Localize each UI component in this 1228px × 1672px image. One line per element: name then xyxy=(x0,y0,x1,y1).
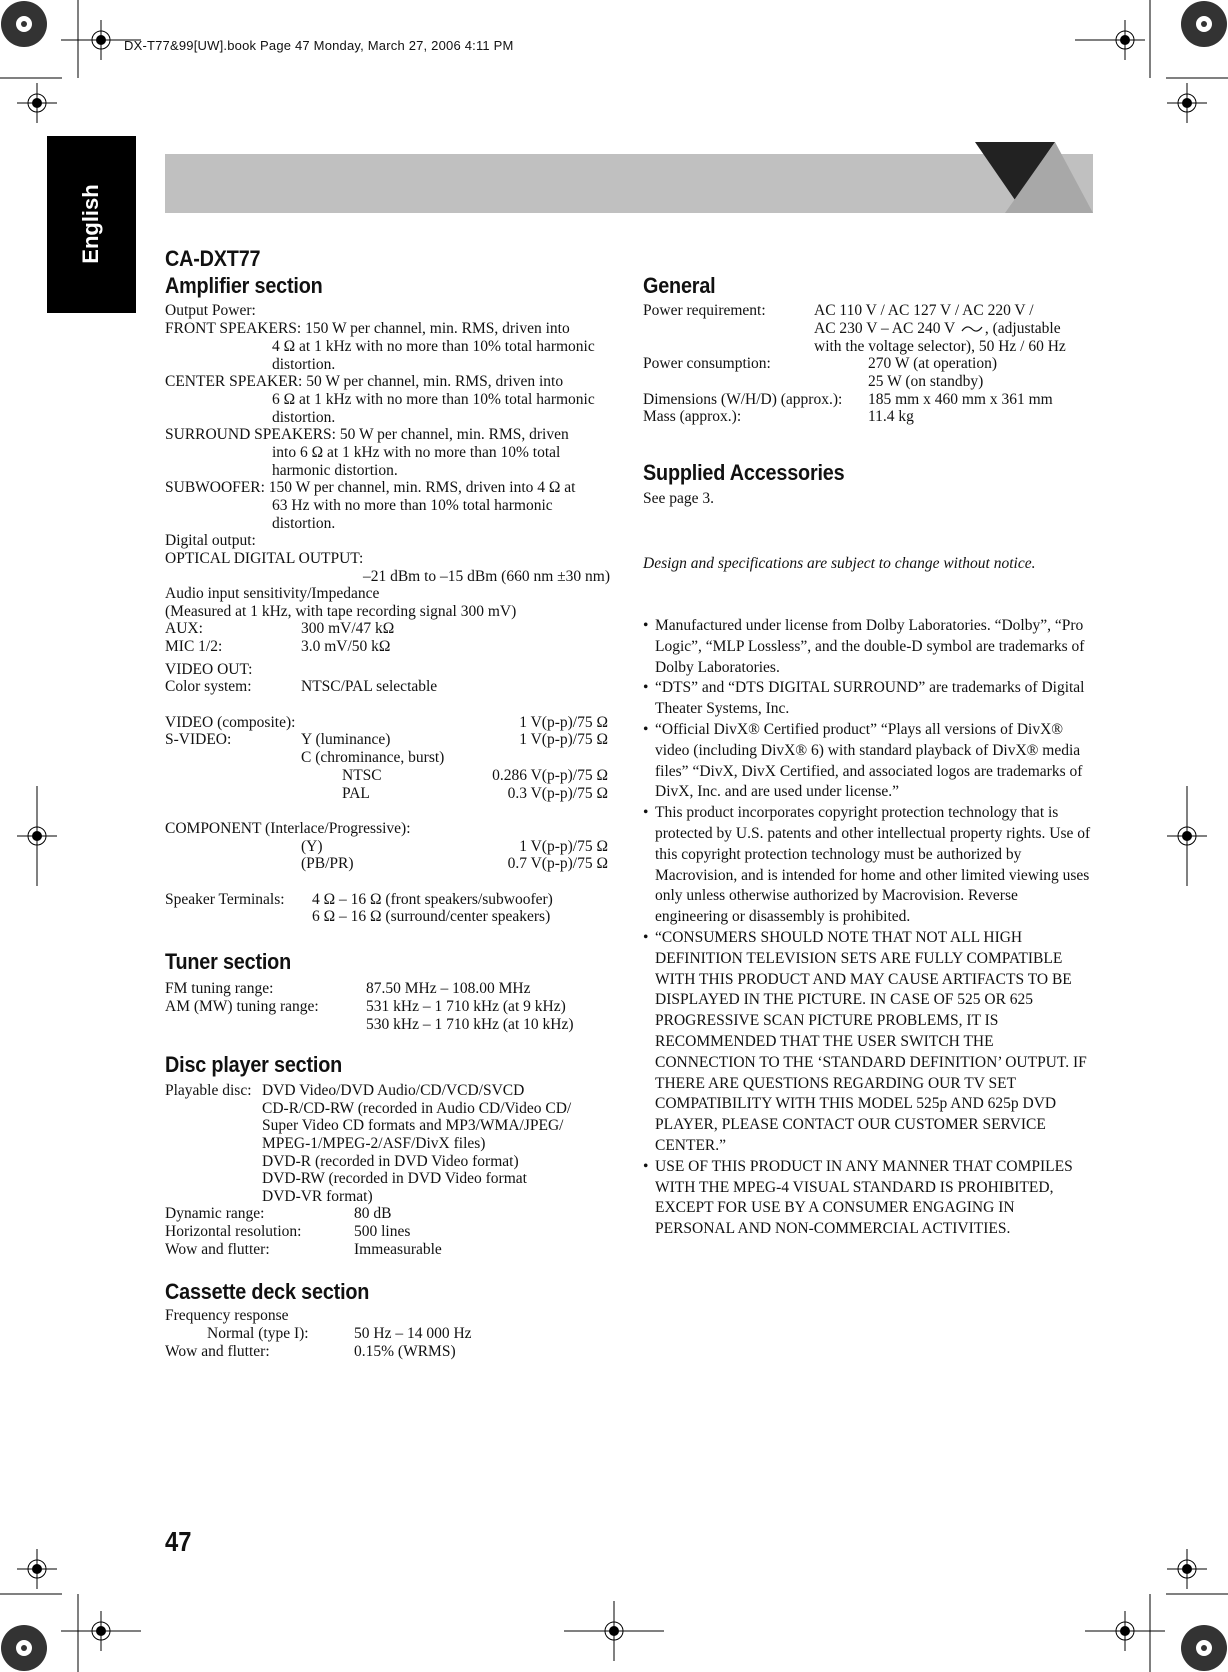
spec-label: Speaker Terminals: xyxy=(165,891,285,908)
spec-value: 87.50 MHz – 108.00 MHz xyxy=(366,980,531,997)
spec-line: Audio input sensitivity/Impedance xyxy=(165,585,380,602)
spec-label: C (chrominance, burst) xyxy=(301,749,445,766)
list-item: • This product incorporates copyright protection technology that is protected by U.S. patents and other intellectual property rights. Use of this copyright protection technology must be authorized by Macrovision, and is intended for home and other limited viewing uses only unless otherwise authorized by Macrovision. Reverse engineering or disassembly is prohibited. xyxy=(643,803,1093,928)
spec-value: 185 mm x 460 mm x 361 mm xyxy=(868,391,1053,408)
spec-value: 300 mV/47 kΩ xyxy=(301,620,395,637)
list-item: • “Official DivX® Certified product” “Plays all versions of DivX® video (including DivX® 6) with standard playback of DivX® media files” “DivX, DivX Certified, and associated logos are trademarks of DivX, Inc. and are used under license.” xyxy=(643,720,1093,803)
spec-value: 50 Hz – 14 000 Hz xyxy=(354,1325,472,1342)
spec-value: 0.7 V(p-p)/75 Ω xyxy=(507,855,608,872)
spec-value-part: , (adjustable xyxy=(984,320,1061,337)
spec-value: 0.15% (WRMS) xyxy=(354,1343,456,1360)
spec-label: Power consumption: xyxy=(643,355,771,372)
spec-line: COMPONENT (Interlace/Progressive): xyxy=(165,820,411,837)
spec-line: SURROUND SPEAKERS: 50 W per channel, min. RMS, driven xyxy=(165,426,569,443)
spec-line: harmonic distortion. xyxy=(272,462,398,479)
spec-value: 80 dB xyxy=(354,1205,392,1222)
model-title: CA-DXT77 xyxy=(165,246,261,271)
spec-label: Normal (type I): xyxy=(207,1325,309,1342)
spec-value: 1 V(p-p)/75 Ω xyxy=(519,714,608,731)
spec-value: 530 kHz – 1 710 kHz (at 10 kHz) xyxy=(366,1016,574,1033)
spec-value: DVD-R (recorded in DVD Video format) xyxy=(262,1153,519,1170)
spec-label: Horizontal resolution: xyxy=(165,1223,302,1240)
spec-value: 0.286 V(p-p)/75 Ω xyxy=(492,767,608,784)
spec-line: 6 Ω at 1 kHz with no more than 10% total harmonic xyxy=(272,391,595,408)
spec-label: MIC 1/2: xyxy=(165,638,223,655)
spec-label: (PB/PR) xyxy=(301,855,354,872)
spec-value: 4 Ω – 16 Ω (front speakers/subwoofer) xyxy=(312,891,553,908)
list-item: • Manufactured under license from Dolby Laboratories. “Dolby”, “Pro Logic”, “MLP Lossless”, and the double-D symbol are trademarks of Dolby Laboratories. xyxy=(643,616,1093,678)
spec-value-part: AC 230 V – AC 240 V xyxy=(814,320,955,337)
spec-value: 0.3 V(p-p)/75 Ω xyxy=(507,785,608,802)
spec-line: FRONT SPEAKERS: 150 W per channel, min. RMS, driven into xyxy=(165,320,570,337)
ac-symbol-icon xyxy=(961,323,983,335)
banner-triangle-icon xyxy=(975,142,1095,214)
spec-line: 4 Ω at 1 kHz with no more than 10% total harmonic xyxy=(272,338,595,355)
list-item: • “CONSUMERS SHOULD NOTE THAT NOT ALL HIGH DEFINITION TELEVISION SETS ARE FULLY COMPATIBLE WITH THIS PRODUCT AND MAY CAUSE ARTIFACTS TO BE DISPLAYED IN THE PICTURE. IN CASE OF 525 OR 625 PROGRESSIVE SCAN PICTURE PROBLEMS, IT IS RECOMMENDED THAT THE USER SWITCH THE CONNECTION TO THE ‘STANDARD DEFINITION’ OUTPUT. IF THERE ARE QUESTIONS REGARDING OUR TV SET COMPATIBILITY WITH THIS MODEL 525p AND 625p DVD PLAYER, PLEASE CONTACT OUR CUSTOMER SERVICE CENTER.” xyxy=(643,928,1093,1157)
spec-value: MPEG-1/MPEG-2/ASF/DivX files) xyxy=(262,1135,486,1152)
spec-line: distortion. xyxy=(272,409,336,426)
spec-value: AC 110 V / AC 127 V / AC 220 V / xyxy=(814,302,1034,319)
spec-label: AM (MW) tuning range: xyxy=(165,998,319,1015)
spec-value: CD-R/CD-RW (recorded in Audio CD/Video CD/ xyxy=(262,1100,572,1117)
spec-value: DVD-RW (recorded in DVD Video format xyxy=(262,1170,527,1187)
spec-value xyxy=(814,320,1061,338)
general-section-heading: General xyxy=(643,273,716,298)
spec-label: Playable disc: xyxy=(165,1082,252,1099)
spec-label: Mass (approx.): xyxy=(643,408,742,425)
spec-value: 6 Ω – 16 Ω (surround/center speakers) xyxy=(312,908,551,925)
spec-value: DVD-VR format) xyxy=(262,1188,373,1205)
disc-player-section-heading: Disc player section xyxy=(165,1052,343,1077)
spec-label: AUX: xyxy=(165,620,203,637)
specifications-note: Design and specifications are subject to change without notice. xyxy=(643,555,1036,572)
spec-line: SUBWOOFER: 150 W per channel, min. RMS, driven into 4 Ω at xyxy=(165,479,576,496)
spec-line: Digital output: xyxy=(165,532,256,549)
language-side-tab xyxy=(47,136,136,313)
spec-label: Y (luminance) xyxy=(301,731,391,748)
spec-value: 3.0 mV/50 kΩ xyxy=(301,638,391,655)
spec-line: (Measured at 1 kHz, with tape recording signal 300 mV) xyxy=(165,603,517,620)
spec-line: OPTICAL DIGITAL OUTPUT: xyxy=(165,550,364,567)
spec-label: (Y) xyxy=(301,838,323,855)
spec-value: 1 V(p-p)/75 Ω xyxy=(519,838,608,855)
spec-line: into 6 Ω at 1 kHz with no more than 10% total xyxy=(272,444,561,461)
page-number: 47 xyxy=(165,1526,192,1557)
cassette-section-heading: Cassette deck section xyxy=(165,1279,370,1304)
spec-label: VIDEO (composite): xyxy=(165,714,296,731)
spec-value: NTSC/PAL selectable xyxy=(301,678,438,695)
amplifier-section-heading: Amplifier section xyxy=(165,273,323,298)
spec-value: 500 lines xyxy=(354,1223,411,1240)
spec-value: Immeasurable xyxy=(354,1241,442,1258)
spec-value: 11.4 kg xyxy=(868,408,914,425)
spec-label: Dynamic range: xyxy=(165,1205,265,1222)
spec-label: Color system: xyxy=(165,678,252,695)
supplied-accessories-heading: Supplied Accessories xyxy=(643,460,845,485)
section-banner xyxy=(165,154,1093,213)
accessories-text: See page 3. xyxy=(643,490,715,507)
spec-line: distortion. xyxy=(272,356,336,373)
print-header-line: DX-T77&99[UW].book Page 47 Monday, March 27, 2006 4:11 PM xyxy=(124,38,514,53)
spec-label: S-VIDEO: xyxy=(165,731,232,748)
spec-value: with the voltage selector), 50 Hz / 60 Hz xyxy=(814,338,1066,355)
spec-value: 270 W (at operation) xyxy=(868,355,997,372)
trademark-notice-list xyxy=(643,616,1093,1240)
spec-label: NTSC xyxy=(342,767,382,784)
list-item: • USE OF THIS PRODUCT IN ANY MANNER THAT COMPILES WITH THE MPEG-4 VISUAL STANDARD IS PROHIBITED, EXCEPT FOR USE BY A CONSUMER ENGAGING IN PERSONAL AND NON-COMMERCIAL ACTIVITIES. xyxy=(643,1157,1093,1240)
spec-value: 531 kHz – 1 710 kHz (at 9 kHz) xyxy=(366,998,566,1015)
spec-line: Frequency response xyxy=(165,1307,289,1324)
spec-label: Dimensions (W/H/D) (approx.): xyxy=(643,391,843,408)
spec-label: Wow and flutter: xyxy=(165,1343,270,1360)
list-item: • “DTS” and “DTS DIGITAL SURROUND” are trademarks of Digital Theater Systems, Inc. xyxy=(643,678,1093,720)
spec-value: Super Video CD formats and MP3/WMA/JPEG/ xyxy=(262,1117,564,1134)
spec-label: Power requirement: xyxy=(643,302,766,319)
spec-label: PAL xyxy=(342,785,370,802)
spec-value: 1 V(p-p)/75 Ω xyxy=(519,731,608,748)
tuner-section-heading: Tuner section xyxy=(165,949,292,974)
spec-value: 25 W (on standby) xyxy=(868,373,984,390)
spec-line: 63 Hz with no more than 10% total harmonic xyxy=(272,497,553,514)
spec-line: VIDEO OUT: xyxy=(165,661,253,678)
spec-value: –21 dBm to –15 dBm (660 nm ±30 nm) xyxy=(362,568,610,585)
spec-line: distortion. xyxy=(272,515,336,532)
spec-label: Wow and flutter: xyxy=(165,1241,270,1258)
language-tab-label: English xyxy=(78,184,103,264)
spec-line: CENTER SPEAKER: 50 W per channel, min. RMS, driven into xyxy=(165,373,564,390)
spec-label: FM tuning range: xyxy=(165,980,274,997)
spec-line: Output Power: xyxy=(165,302,256,319)
spec-value: DVD Video/DVD Audio/CD/VCD/SVCD xyxy=(262,1082,525,1099)
